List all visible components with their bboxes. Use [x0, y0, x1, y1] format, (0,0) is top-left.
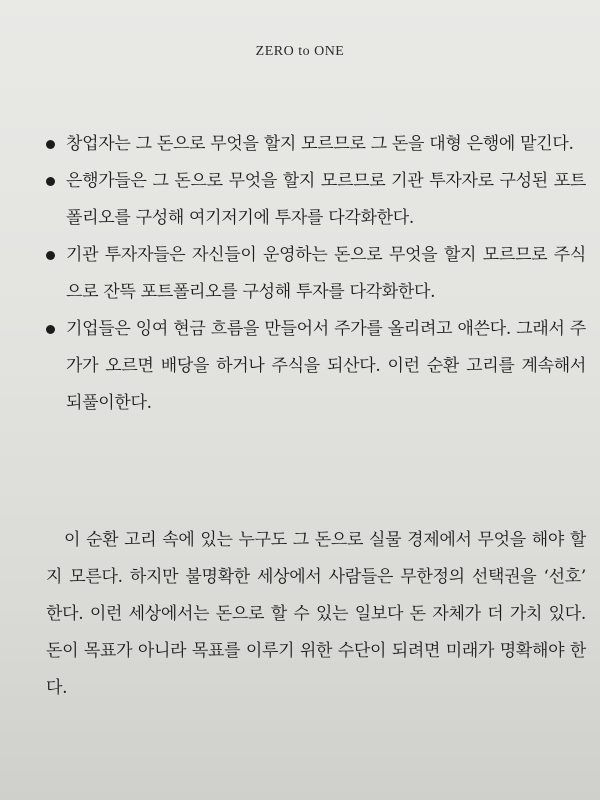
bullet-item [46, 237, 586, 311]
bullet-text: 은행가들은 그 돈으로 무엇을 할지 모르므로 기관 투자자로 구성된 포트폴리오를 구성해 여기저기에 투자를 다각화한다. [66, 171, 586, 228]
bullet-text: 창업자는 그 돈으로 무엇을 할지 모르므로 그 돈을 대형 은행에 맡긴다. [66, 134, 574, 154]
bullet-dot-icon [46, 177, 55, 186]
body-paragraph: 이 순환 고리 속에 있는 누구도 그 돈으로 실물 경제에서 무엇을 해야 할지 모른다. 하지만 불명확한 세상에서 사람들은 무한정의 선택권을 ‘선호’ 한다. 이런 세상에서는 돈으로 할 수 있는 일보다 돈 자체가 더 가치 있다. 돈이 목표가 아니라 목표를 이루기 위한 수단이 되려면 미래가 명확해야 한다. [46, 530, 586, 698]
running-header: ZERO to ONE [255, 44, 345, 59]
bullet-dot-icon [46, 140, 55, 149]
bullet-list [46, 126, 586, 422]
bullet-dot-icon [46, 251, 55, 260]
bullet-item [46, 311, 586, 422]
bullet-item [46, 163, 586, 237]
bullet-text: 기관 투자자들은 자신들이 운영하는 돈으로 무엇을 할지 모르므로 주식으로 잔뜩 포트폴리오를 구성해 투자를 다각화한다. [66, 245, 586, 302]
bullet-text: 기업들은 잉여 현금 흐름을 만들어서 주가를 올리려고 애쓴다. 그래서 주가가 오르면 배당을 하거나 주식을 되산다. 이런 순환 고리를 계속해서 되풀이한다. [66, 319, 586, 413]
bullet-item [46, 126, 586, 163]
bullet-dot-icon [46, 325, 55, 334]
